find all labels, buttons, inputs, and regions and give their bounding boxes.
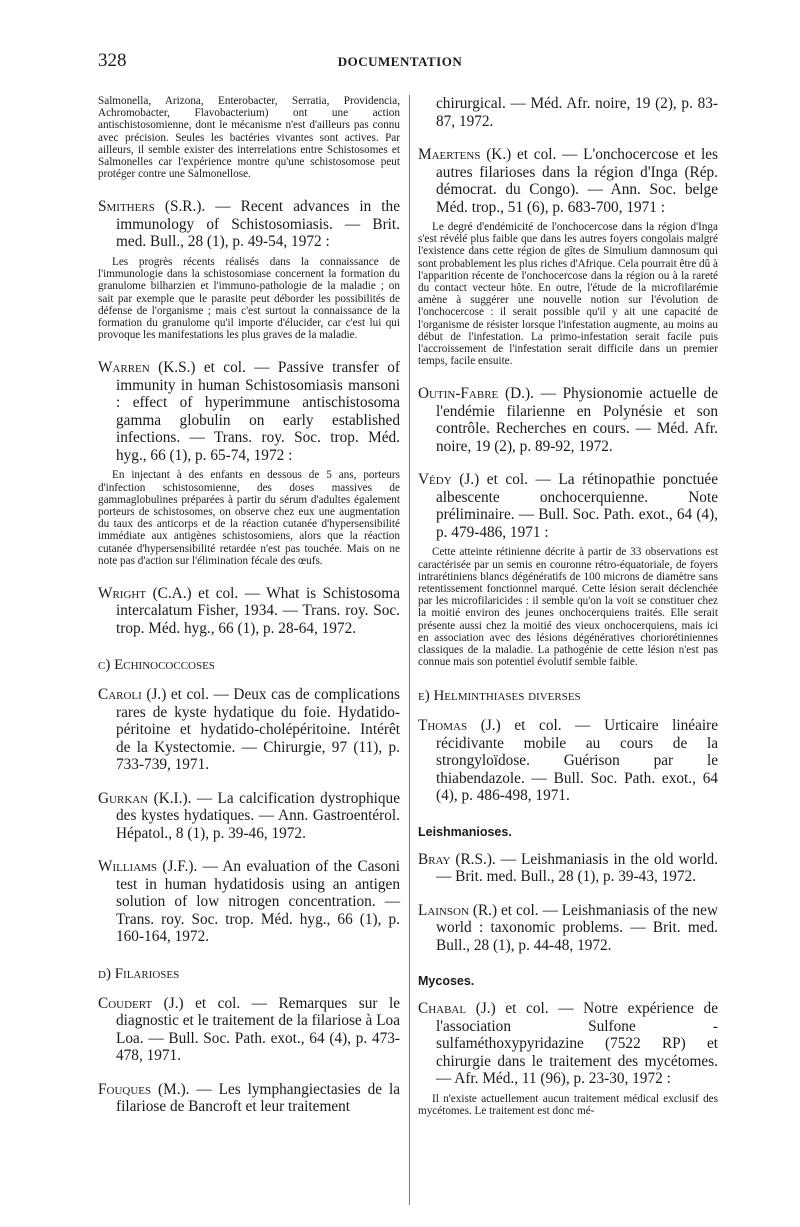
entry-author: Védy — [418, 471, 452, 489]
entry-citation: (R.) et col. — Leishmaniasis of the new world : taxonomic problems. — Brit. med. Bull., 28 (1), p. 44-48, 1972. — [436, 901, 718, 954]
page-number: 328 — [98, 50, 127, 71]
section-heading: e) Helminthiases diverses — [418, 688, 581, 705]
section-heading: Leishmanioses. — [418, 824, 512, 839]
entry-author: Thomas — [418, 717, 468, 735]
entry-author: Bray — [418, 850, 451, 868]
entry-citation: (M.). — Les lymphangiectasies de la filariose de Bancroft et leur traitement — [116, 1080, 400, 1116]
entry-author: Williams — [98, 858, 158, 876]
bib-entry — [418, 146, 718, 216]
page-header — [98, 50, 702, 74]
entry-author: Smithers — [98, 198, 155, 216]
bib-entry — [418, 717, 718, 805]
entry-continuation: chirurgical. — Méd. Afr. noire, 19 (2), p. 83-87, 1972. — [436, 95, 718, 130]
section-heading: d) Filarioses — [98, 965, 180, 982]
entry-author: Fouques — [98, 1080, 152, 1098]
bib-entry — [418, 385, 718, 455]
entry-citation: (J.) et col. — Notre expérience de l'association Sulfone - sulfaméthoxypyridazine (7522 RP) et chirurgie dans le traitement des mycétomes. — Afr. Méd., 11 (96), p. 23-30, 1972 : — [436, 1000, 718, 1088]
bib-entry — [98, 995, 400, 1065]
entry-author: Caroli — [98, 686, 142, 704]
entry-author: Warren — [98, 359, 150, 377]
entry-abstract: Cette atteinte rétinienne décrite à partir de 33 observations est caractérisée par un semis en couronne rétro-équatoriale, de foyers intrarétiniens blancs dégénératifs de 100 microns de diamètre sans retentissement fonctionnel marqué. Cette lésion serait déclenchée par les microfilaricides : il semble qu'on la voit se constituer chez la moitié environ des jeunes onchocerquiens traités. Elle serait présente aussi chez la moitié des vieux onchocerquiens, mais ici en association avec des lésions dégénératives choriorétiniennes classiques de la maladie. La pathogénie de cette lésion n'est pas connue mais son potentiel évolutif semble faible. — [418, 546, 718, 669]
entry-author: Lainson — [418, 901, 469, 919]
bib-entry — [418, 471, 718, 541]
left-column — [98, 95, 400, 1132]
running-title: DOCUMENTATION — [337, 54, 463, 69]
bib-entry — [418, 851, 718, 886]
entry-citation: (D.). — Physionomie actuelle de l'endémie filarienne en Polynésie et son contrôle. Recherches en cours. — Méd. Afr. noire, 19 (2), p. 89-92, 1972. — [436, 385, 718, 455]
entry-citation: (K.I.). — La calcification dystrophique des kystes hydatiques. — Ann. Gastroentérol. Hépatol., 8 (1), p. 39-46, 1972. — [116, 789, 400, 842]
entry-abstract: Le degré d'endémicité de l'onchocercose dans la région d'Inga s'est révélé plus faible que dans les autres foyers congolais malgré l'existence dans cette région de gîtes de Simulium damnosum qui sont probablement les plus riches d'Afrique. Cela pourrait être dû à l'apparition récente de l'onchocercose dans la région ou à la rareté du contact vecteur hôte. En outre, l'étude de la microfilarémie amène à suggérer une nouvelle notion sur l'évolution de l'onchocercose : il serait possible qu'il y ait une capacité de l'organisme de résister lorsque l'infestation augmente, au moins au début de l'infestation. La primo-infestation serait facile puis l'accroissement de l'infestation serait difficile dans un premier temps, facile ensuite. — [418, 221, 718, 368]
entry-abstract: Il n'existe actuellement aucun traitement médical exclusif des mycétomes. Le traitement est donc mé- — [418, 1092, 718, 1118]
entry-citation: (J.) et col. — La rétinopathie ponctuée albescente onchocerquienne. Note préliminaire. — Bull. Soc. Path. exot., 64 (4), p. 479-486, 1971 : — [436, 471, 718, 541]
entry-citation: (J.F.). — An evaluation of the Casoni test in human hydatidosis using an antigen solution of low nitrogen concentration. — Trans. roy. Soc. trop. Méd. hyg., 66 (1), p. 160-164, 1972. — [116, 858, 400, 946]
column-divider — [409, 95, 410, 1205]
entry-citation: (C.A.) et col. — What is Schistosoma intercalatum Fisher, 1934. — Trans. roy. Soc. trop. Méd. hyg., 66 (1), p. 28-64, 1972. — [116, 584, 400, 637]
entry-citation: (J.) et col. — Deux cas de complications rares de kyste hydatique du foie. Hydatido-péritoine et hydatido-cholépéritoine. Intérêt de la Kystectomie. — Chirurgie, 97 (11), p. 733-739, 1971. — [116, 686, 400, 774]
bib-entry — [98, 686, 400, 774]
entry-author: Chabal — [418, 1000, 467, 1018]
entry-author: Gurkan — [98, 789, 149, 807]
right-column — [418, 95, 718, 1135]
entry-abstract: Les progrès récents réalisés dans la connaissance de l'immunologie dans la schistosomiase concernent la formation du granulome bilharzien et l'immuno-pathologie de la maladie ; on sait par exemple que le parasite peut déborder les possibilités de défense de l'organisme ; mais c'est surtout la connaissance de la formation du granulome qu'il importe d'élucider, car c'est lui qui provoque les manifestations les plus graves de la maladie. — [98, 255, 400, 342]
entry-abstract: En injectant à des enfants en dessous de 5 ans, porteurs d'infection schistosomienne, des doses massives de gammaglobulines préparées à partir du sérum d'adultes également porteurs de schistosomes, on observe chez eux une augmentation du taux des anticorps et de la réaction cutanée d'hypersensibilité immédiate aux antigènes schistosomiens, alors que la réaction cutanée d'hypersensibilité retardée n'est pas touchée. Mais on ne note pas d'action sur l'élimination fécale des œufs. — [98, 469, 400, 567]
entry-citation: (K.S.) et col. — Passive transfer of immunity in human Schistosomiasis mansoni : effect of hyperimmune antischistosoma gamma globulin on early established infections. — Trans. roy. Soc. trop. Méd. hyg., 66 (1), p. 65-74, 1972 : — [116, 359, 400, 464]
bib-entry — [98, 198, 400, 251]
entry-citation: (R.S.). — Leishmaniasis in the old world. — Brit. med. Bull., 28 (1), p. 39-43, 1972. — [436, 850, 718, 886]
bib-entry — [98, 585, 400, 638]
section-heading: c) Echinococcoses — [98, 657, 215, 674]
entry-author: Maertens — [418, 146, 481, 163]
entry-author: Coudert — [98, 994, 153, 1012]
entry-citation: (S.R.). — Recent advances in the immunology of Schistosomiasis. — Brit. med. Bull., 28 (1), p. 49-54, 1972 : — [116, 198, 400, 251]
entry-author: Wright — [98, 584, 147, 602]
intro-abstract: Salmonella, Arizona, Enterobacter, Serratia, Providencia, Achromobacter, Flavobacterium) ont une action antischistosomienne, dont le mécanisme n'est d'ailleurs pas connu avec précision. Seules les bactéries vivantes sont actives. Par ailleurs, il semble exister des interrelations entre Schistosomes et Salmonelles car l'expérience montre qu'une schistosomose peut protéger contre une Salmonellose. — [98, 95, 400, 181]
bib-entry — [98, 1081, 400, 1116]
entry-citation: (K.) et col. — L'onchocercose et les autres filarioses dans la région d'Inga (Rép. démocrat. du Congo). — Ann. Soc. belge Méd. trop., 51 (6), p. 683-700, 1971 : — [436, 146, 718, 216]
section-heading: Mycoses. — [418, 974, 475, 989]
bib-entry — [418, 902, 718, 955]
entry-author: Outin-Fabre — [418, 385, 499, 403]
bib-entry — [98, 790, 400, 843]
entry-citation: (J.) et col. — Remarques sur le diagnostic et le traitement de la filariose à Loa Loa. — Bull. Soc. Path. exot., 64 (4), p. 473-478, 1971. — [116, 994, 400, 1065]
bib-entry — [98, 359, 400, 464]
bib-entry — [98, 858, 400, 946]
bib-entry — [418, 1000, 718, 1088]
entry-citation: (J.) et col. — Urticaire linéaire récidivante mobile au cours de la strongyloïdose. Guérison par le thiabendazole. — Bull. Soc. Path. exot., 64 (4), p. 486-498, 1971. — [436, 717, 718, 805]
